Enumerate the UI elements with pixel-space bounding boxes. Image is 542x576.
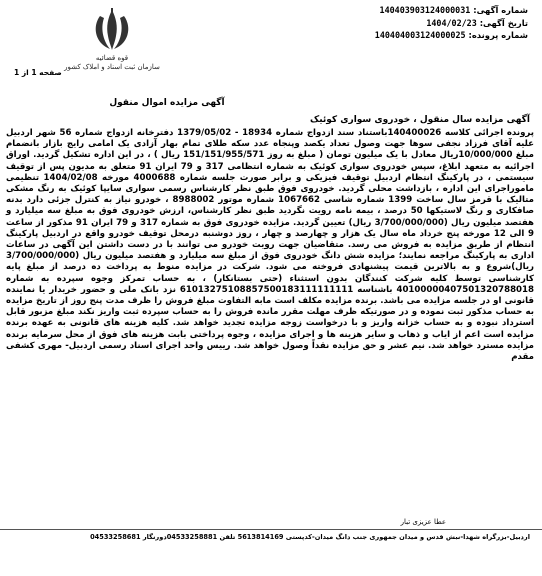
signer-name: عطا عزیزی تبار [400,518,446,526]
notice-date-row [228,17,528,30]
notice-metadata [228,4,528,42]
file-number-value: 140404003124000025 [374,30,466,40]
emblem-caption-judiciary: قوه قضائیه [95,54,129,62]
document-title-wrap [0,98,542,108]
notice-number-label: شماره آگهی: [473,5,528,15]
document-body: پرونده اجرائی کلاسه 140400026باستناد سند ازدواج شماره 18934 - 1379/05/02 دفترخانه ازدواج شماره 56 شهر اردبیل علیه آقای فرزاد نجفی سوها جهت وصول تعداد یکصد وپنجاه عدد سکه طلای تمام بهار آزادی یک امامی رایج بازار بانضمام مبلغ 10/000/000ریال معادل با یک میلیون تومان ( مبلغ به روز 151/151/955/571 ریال ) ، در این اداره تشکیل گردید. اوراق اجرائیه به متعهد ابلاغ، سپس خودروی سواری کوئیک به شماره انتظامی 317 و 79 ایران 91 متعلق به مدیون پس از توقیف سیستمی ، در پارکینگ انتظام اردبیل توقیف فیزیکی و برابر صورت جلسه شماره 4000688 مورخه 1404/02/08 تنظیمی ماموراجرای این اداره ، بازداشت محلی گردید. خودروی فوق طبق نظر کارشناس رسمی سواری سایپا کوئیک به رنگ مشکی متالیک با قرمز سال ساخت 1399 شماره شاسی 1067662 شماره موتور 8988002 ، خودرو نیاز به کنترل جزئی دارد بدنه صافکاری و رنگ لاستیکها 50 درصد ، بیمه نامه رویت نگردید طبق نظر کارشناس، ارزش خودروی فوق به مبلغ سه میلیارد و هفتصد میلیون ریال (3/700/000/000 ریال) تعیین گردید. مزایده خودروی فوق به شماره 317 و 79 ایران 91 مذکور از ساعت 9 الی 12 مورخه پنج خرداد ماه سال یک هزار و چهارصد و چهار ، روز دوشنبه درمحل توقیف خودرو واقع در اردبیل پارکینگ انتظام از طریق مزایده به فروش می رسد. متقاضیان جهت رویت خودرو می توانند با در دست داشتن این آگهی در ساعات اداری به پارکینگ مراجعه نمایند؛ مزایده شش دانگ خودروی فوق از مبلغ سه میلیارد و هفتصد میلیون ریال (3/700/000/000 ریال)شروع و به بالاترین قیمت پیشنهادی فروخته می شود. شرکت در مزایده منوط به پرداخت ده درصد از مبلغ پایه کارشناسی توسط کلیه شرکت کنندگان بدون استثناء (حتی بستانکار) ، به حساب تمرکز وجوه سپرده به شماره 40100000407501320788018 باشناسه 61013275108857500183111111111 نزد بانک ملی و حضور خریدار یا نماینده قانونی او در جلسه مزایده می باشد. برنده مزایده مکلف است مابه التفاوت مبلغ فروش را ظرف مدت پنج روز از تاریخ مزایده به حساب مذکور ثبت نموده و در صورتیکه ظرف مهلت مقرر مانده فروش را به حساب سپرده ثبت واریز نکند مبلغ مزبور قابل استرداد نبوده و به حساب خزانه واریز و با درخواست زوجه مزایده تجدید خواهد شد. کلیه هزینه های قانونی به عهده برنده مزایده است اعم از ایاب و ذهاب و سایر هزینه ها و اجرای مزایده ، وجوه پرداختی بابت هزینه های فوق از محل سرمایه برنده مزایده مسترد خواهد شد. نیم عشر و حق مزایده نقداً وصول خواهد شد. رییس واحد اجرای اسناد رسمی اردبیل- مهری کشفی مقدم [6,128,535,363]
organization-emblem [52,6,172,86]
notice-number-row [228,4,528,17]
notice-date-label: تاریخ آگهی: [479,17,528,28]
page-indicator: صفحه 1 از 1 [14,68,62,77]
document-subtitle: آگهی مزایده سال منقول ، خودروی سواری کوئیک [309,115,530,125]
document-title: آگهی مزایده اموال منقول [109,98,225,108]
notice-number-value: 140403903124000031 [379,5,471,15]
emblem-caption-organization: سازمان ثبت اسناد و املاک کشور [64,63,160,71]
file-number-label: شماره پرونده: [468,30,528,40]
file-number-row [228,29,528,42]
footer-address: اردبیل-بزرگراه شهدا-نبش قدس و میدان جمهوری جنب دانگ میدان-کدپستی 5613814169 تلفن 04533258881دورنگار 04533258681 [0,529,542,547]
notice-date-value: 1404/02/23 [426,17,477,28]
iran-emblem-icon [86,6,138,54]
